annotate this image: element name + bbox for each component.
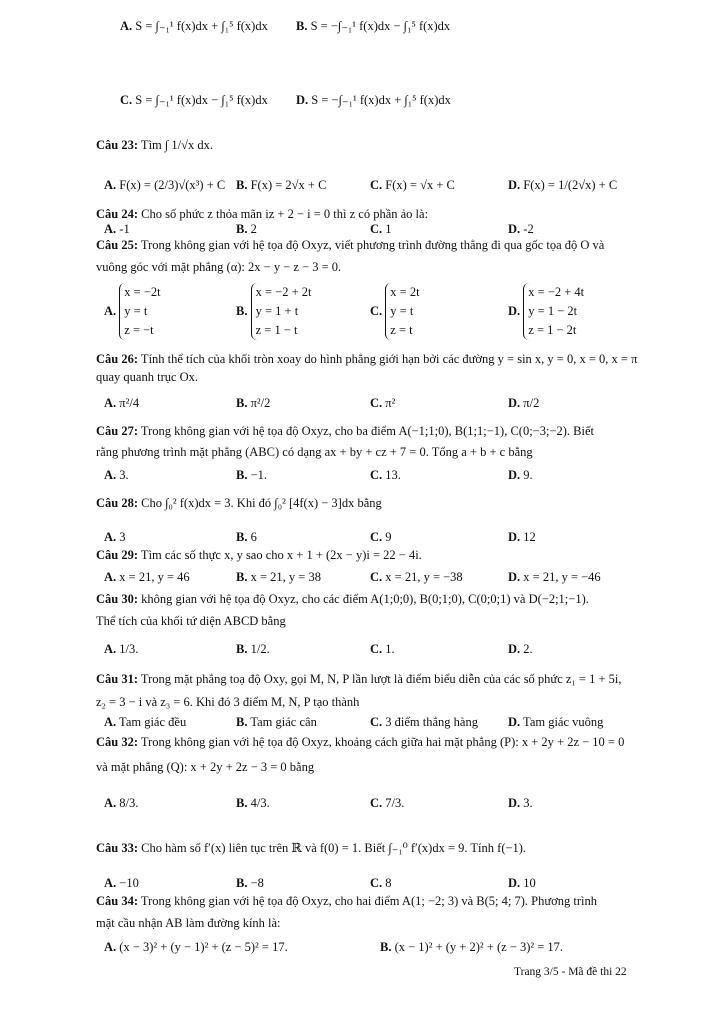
q33-stem-text: Câu 33: Cho hàm số f′(x) liên tục trên ℝ và f(0) = 1. Biết ∫₋₁⁰ f′(x)dx = 9. Tính f(−1).: [96, 841, 527, 855]
q25-option-d-system: [523, 283, 584, 340]
q28-stem-text: Câu 28: Cho ∫₀² f(x)dx = 3. Khi đó ∫₀² [4f(x) − 3]dx bằng: [96, 496, 382, 510]
q23-stem-text: Câu 23: Tìm ∫ 1/√x dx.: [96, 138, 214, 152]
q24-option-b: B. 2: [236, 222, 257, 236]
q32-stem-text-1: Câu 32: Trong không gian với hệ tọa độ Oxyz, khoảng cách giữa hai mặt phẳng (P): x + 2y + 2z − 10 = 0: [96, 735, 625, 749]
q30-option-c: C. 1.: [370, 642, 395, 656]
q31-option-a: A. Tam giác đều: [104, 715, 187, 729]
q31-option-c: C. 3 điểm thẳng hàng: [370, 715, 478, 729]
q25-d-line-3: z = 1 − 2t: [528, 323, 577, 337]
q32-option-a: A. 8/3.: [104, 796, 139, 810]
q34-stem-text-1: Câu 34: Trong không gian với hệ tọa độ Oxyz, cho hai điểm A(1; −2; 3) và B(5; 4; 7). Phương trình: [96, 894, 597, 908]
q25-stem-text-1: Câu 25: Trong không gian với hệ tọa độ Oxyz, viết phương trình đường thẳng đi qua gốc tọa độ O và: [96, 238, 605, 252]
q27-option-a: A. 3.: [104, 468, 129, 482]
q22-option-c: C. S = ∫₋₁¹ f(x)dx − ∫₁⁵ f(x)dx: [120, 93, 268, 107]
q30-stem-text-2: Thể tích của khối tứ diện ABCD bằng: [96, 614, 286, 628]
q26-stem-text-1: Câu 26: Tính thể tích của khối tròn xoay do hình phẳng giới hạn bởi các đường y = sin x, y = 0, x = 0, x = π: [96, 352, 638, 366]
q23-option-b: B. F(x) = 2√x + C: [236, 178, 327, 192]
q31-stem-text-1: Câu 31: Trong mặt phẳng toạ độ Oxy, gọi M, N, P lần lượt là điểm biểu diễn của các số phức z₁ = 1 + 5i,: [96, 672, 622, 686]
q25-option-d-label: D.: [508, 304, 521, 318]
q29-option-b: B. x = 21, y = 38: [236, 570, 321, 584]
q25-option-b-label: B.: [236, 304, 248, 318]
q28-option-d: D. 12: [508, 530, 536, 544]
q25-option-b-system: [251, 283, 312, 340]
q30-option-b: B. 1/2.: [236, 642, 270, 656]
q25-option-d: [508, 283, 584, 340]
q25-a-line-3: z = −t: [124, 323, 154, 337]
q28-option-b: B. 6: [236, 530, 257, 544]
q28-option-c: C. 9: [370, 530, 392, 544]
q24-stem-text: Câu 24: Cho số phức z thỏa mãn iz + 2 − i = 0 thì z có phần ảo là:: [96, 207, 429, 221]
q28-option-a: A. 3: [104, 530, 126, 544]
q26-option-a: A. π²/4: [104, 396, 140, 410]
q32-option-b: B. 4/3.: [236, 796, 270, 810]
q34-option-b: B. (x − 1)² + (y + 2)² + (z − 3)² = 17.: [380, 940, 564, 954]
q29-option-d: D. x = 21, y = −46: [508, 570, 601, 584]
q31-option-d: D. Tam giác vuông: [508, 715, 604, 729]
q24-option-a: A. -1: [104, 222, 130, 236]
q25-c-line-1: x = 2t: [390, 285, 420, 299]
q22-option-b: B. S = −∫₋₁¹ f(x)dx − ∫₁⁵ f(x)dx: [296, 19, 451, 33]
q23-option-a: A. F(x) = (2/3)√(x³) + C: [104, 178, 226, 192]
q29-option-a: A. x = 21, y = 46: [104, 570, 190, 584]
q25-b-line-2: y = 1 + t: [255, 304, 299, 318]
q25-option-c-system: [385, 283, 419, 340]
q25-stem-text-2: vuông góc với mặt phẳng (α): 2x − y − z − 3 = 0.: [96, 260, 342, 274]
q30-option-a: A. 1/3.: [104, 642, 139, 656]
q33-option-b: B. −8: [236, 876, 264, 890]
q25-option-a-label: A.: [104, 304, 117, 318]
q27-stem-text-2: rằng phương trình mặt phẳng (ABC) có dạng ax + by + cz + 7 = 0. Tổng a + b + c bằng: [96, 445, 533, 459]
q25-option-c: [370, 283, 420, 340]
q25-c-line-3: z = t: [390, 323, 413, 337]
q32-option-c: C. 7/3.: [370, 796, 405, 810]
q33-option-d: D. 10: [508, 876, 536, 890]
q26-option-c: C. π²: [370, 396, 396, 410]
q30-option-d: D. 2.: [508, 642, 533, 656]
q24-option-c: C. 1: [370, 222, 392, 236]
q27-stem-text-1: Câu 27: Trong không gian với hệ tọa độ Oxyz, cho ba điểm A(−1;1;0), B(1;1;−1), C(0;−3;−2). Biết: [96, 424, 594, 438]
page-number: Trang 3/5 - Mã đề thi 22: [514, 966, 627, 978]
q25-b-line-3: z = 1 − t: [255, 323, 298, 337]
q27-option-b: B. −1.: [236, 468, 268, 482]
q33-option-c: C. 8: [370, 876, 392, 890]
q23-option-c: C. F(x) = √x + C: [370, 178, 455, 192]
q25-c-line-2: y = t: [390, 304, 414, 318]
q25-option-b: [236, 283, 311, 340]
q25-a-line-1: x = −2t: [124, 285, 161, 299]
q25-option-c-label: C.: [370, 304, 383, 318]
q31-option-b: B. Tam giác cân: [236, 715, 317, 729]
q30-stem-text-1: Câu 30: không gian với hệ tọa độ Oxyz, cho các điểm A(1;0;0), B(0;1;0), C(0;0;1) và D(−2;1;−1).: [96, 592, 589, 606]
q26-option-b: B. π²/2: [236, 396, 271, 410]
q25-b-line-1: x = −2 + 2t: [255, 285, 312, 299]
q32-option-d: D. 3.: [508, 796, 533, 810]
q22-option-a: A. S = ∫₋₁¹ f(x)dx + ∫₁⁵ f(x)dx: [120, 19, 268, 33]
q29-option-c: C. x = 21, y = −38: [370, 570, 463, 584]
q33-option-a: A. −10: [104, 876, 139, 890]
q26-stem-text-2: quay quanh trục Ox.: [96, 370, 199, 384]
q22-option-d: D. S = −∫₋₁¹ f(x)dx + ∫₁⁵ f(x)dx: [296, 93, 451, 107]
q24-option-d: D. -2: [508, 222, 534, 236]
q25-a-line-2: y = t: [124, 304, 148, 318]
q29-stem-text: Câu 29: Tìm các số thực x, y sao cho x + 1 + (2x − y)i = 22 − 4i.: [96, 548, 422, 562]
q34-stem-text-2: mặt cầu nhận AB làm đường kính là:: [96, 916, 281, 930]
q25-option-a-system: [119, 283, 160, 340]
q32-stem-text-2: và mặt phẳng (Q): x + 2y + 2z − 3 = 0 bằng: [96, 760, 315, 774]
q27-option-d: D. 9.: [508, 468, 533, 482]
q34-option-a: A. (x − 3)² + (y − 1)² + (z − 5)² = 17.: [104, 940, 288, 954]
q31-stem-text-2: z₂ = 3 − i và z₃ = 6. Khi đó 3 điểm M, N, P tạo thành: [96, 695, 360, 709]
q26-option-d: D. π/2: [508, 396, 540, 410]
q27-option-c: C. 13.: [370, 468, 401, 482]
q25-d-line-2: y = 1 − 2t: [528, 304, 578, 318]
q25-option-a: [104, 283, 161, 340]
q25-d-line-1: x = −2 + 4t: [528, 285, 585, 299]
q23-option-d: D. F(x) = 1/(2√x) + C: [508, 178, 618, 192]
